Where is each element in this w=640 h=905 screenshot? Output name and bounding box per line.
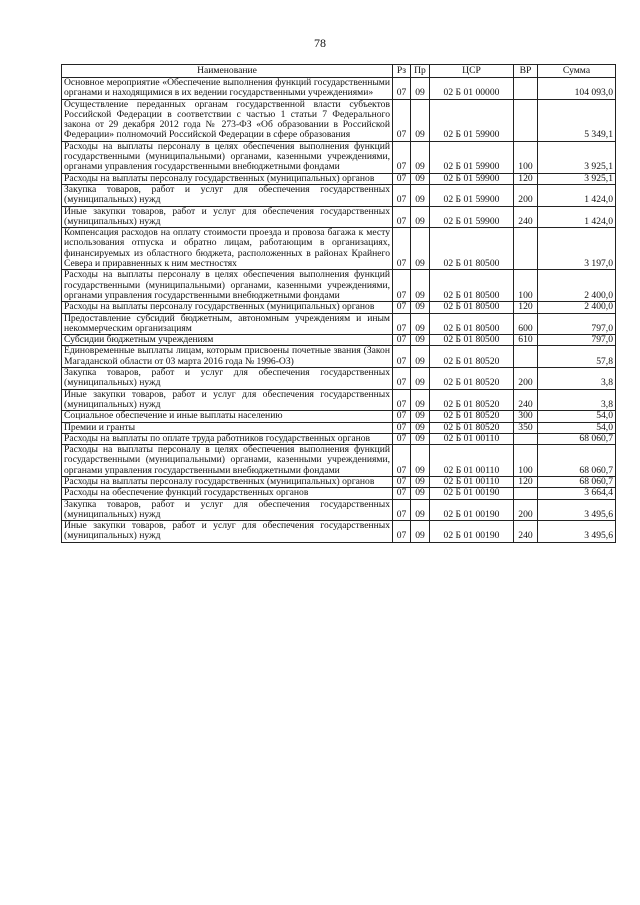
cell-sum: 2 400,0 (538, 302, 616, 313)
cell-rz: 07 (393, 389, 411, 411)
cell-csr: 02 Б 01 00110 (430, 445, 514, 477)
table-row (62, 422, 616, 433)
table-row (62, 228, 616, 270)
cell-csr: 02 Б 01 00190 (430, 521, 514, 543)
cell-rz: 07 (393, 173, 411, 184)
cell-pr: 09 (411, 368, 430, 390)
cell-name: Социальное обеспечение и иные выплаты населению (62, 411, 393, 422)
cell-vr: 600 (514, 313, 538, 335)
cell-sum: 68 060,7 (538, 476, 616, 487)
cell-rz: 07 (393, 346, 411, 368)
cell-name: Основное мероприятие «Обеспечение выполнения функций государственными органами и находящимися в их ведении государственными учреждениями» (62, 78, 393, 100)
cell-sum: 54,0 (538, 422, 616, 433)
cell-csr: 02 Б 01 80500 (430, 270, 514, 302)
cell-pr: 09 (411, 445, 430, 477)
cell-rz: 07 (393, 270, 411, 302)
cell-vr: 240 (514, 389, 538, 411)
cell-rz: 07 (393, 78, 411, 100)
cell-pr: 09 (411, 99, 430, 141)
cell-vr: 240 (514, 206, 538, 228)
table-row (62, 78, 616, 100)
page-number: 78 (314, 36, 326, 50)
table-row (62, 368, 616, 390)
cell-name: Предоставление субсидий бюджетным, автономным учреждениям и иным некоммерческим организациям (62, 313, 393, 335)
cell-pr: 09 (411, 206, 430, 228)
cell-vr (514, 99, 538, 141)
cell-sum: 1 424,0 (538, 184, 616, 206)
cell-rz: 07 (393, 206, 411, 228)
cell-rz: 07 (393, 433, 411, 444)
cell-name: Иные закупки товаров, работ и услуг для обеспечения государственных (муниципальных) нужд (62, 206, 393, 228)
cell-vr: 610 (514, 335, 538, 346)
cell-vr (514, 78, 538, 100)
table-row (62, 488, 616, 499)
cell-sum: 3,8 (538, 368, 616, 390)
cell-name: Компенсация расходов на оплату стоимости проезда и провоза багажа к месту использования отпуска и обратно лицам, работающим в организациях, финансируемых из областного бюджета, расположенных в районах Крайнего Севера и приравненных к ним местностях (62, 228, 393, 270)
cell-csr: 02 Б 01 80520 (430, 389, 514, 411)
cell-csr: 02 Б 01 00190 (430, 488, 514, 499)
cell-rz: 07 (393, 368, 411, 390)
header-rz: Рз (393, 65, 411, 78)
cell-vr: 350 (514, 422, 538, 433)
cell-rz: 07 (393, 445, 411, 477)
table-row (62, 313, 616, 335)
cell-rz: 07 (393, 228, 411, 270)
cell-pr: 09 (411, 313, 430, 335)
cell-rz: 07 (393, 141, 411, 173)
table-row (62, 173, 616, 184)
header-vr: ВР (514, 65, 538, 78)
cell-csr: 02 Б 01 80520 (430, 346, 514, 368)
cell-sum: 68 060,7 (538, 433, 616, 444)
cell-vr: 200 (514, 368, 538, 390)
cell-vr (514, 228, 538, 270)
table-row (62, 302, 616, 313)
cell-sum: 3 197,0 (538, 228, 616, 270)
cell-sum: 3,8 (538, 389, 616, 411)
cell-name: Закупка товаров, работ и услуг для обеспечения государственных (муниципальных) нужд (62, 184, 393, 206)
cell-name: Иные закупки товаров, работ и услуг для обеспечения государственных (муниципальных) нужд (62, 389, 393, 411)
cell-rz: 07 (393, 313, 411, 335)
cell-csr: 02 Б 01 80500 (430, 302, 514, 313)
cell-pr: 09 (411, 433, 430, 444)
cell-vr (514, 488, 538, 499)
cell-pr: 09 (411, 476, 430, 487)
cell-name: Расходы на выплаты персоналу государственных (муниципальных) органов (62, 476, 393, 487)
cell-vr: 200 (514, 184, 538, 206)
cell-sum: 54,0 (538, 411, 616, 422)
cell-sum: 3 664,4 (538, 488, 616, 499)
cell-rz: 07 (393, 476, 411, 487)
cell-csr: 02 Б 01 00000 (430, 78, 514, 100)
cell-name: Расходы на обеспечение функций государственных органов (62, 488, 393, 499)
cell-vr (514, 433, 538, 444)
cell-name: Расходы на выплаты персоналу в целях обеспечения выполнения функций государственными (муниципальными) органами, казенными учреждениями, органами управления государственными внебюджетными фондами (62, 445, 393, 477)
cell-pr: 09 (411, 302, 430, 313)
cell-name: Закупка товаров, работ и услуг для обеспечения государственных (муниципальных) нужд (62, 368, 393, 390)
cell-name: Единовременные выплаты лицам, которым присвоены почетные звания (Закон Магаданской области от 03 марта 2016 года № 1996-ОЗ) (62, 346, 393, 368)
cell-sum: 3 925,1 (538, 141, 616, 173)
cell-sum: 5 349,1 (538, 99, 616, 141)
cell-pr: 09 (411, 78, 430, 100)
cell-sum: 104 093,0 (538, 78, 616, 100)
cell-vr: 240 (514, 521, 538, 543)
cell-sum: 2 400,0 (538, 270, 616, 302)
table-row (62, 346, 616, 368)
cell-sum: 797,0 (538, 335, 616, 346)
table-header-row (62, 65, 616, 78)
cell-pr: 09 (411, 488, 430, 499)
cell-pr: 09 (411, 184, 430, 206)
cell-rz: 07 (393, 499, 411, 521)
cell-name: Расходы на выплаты по оплате труда работников государственных органов (62, 433, 393, 444)
cell-sum: 1 424,0 (538, 206, 616, 228)
cell-name: Премии и гранты (62, 422, 393, 433)
table-row (62, 206, 616, 228)
cell-sum: 68 060,7 (538, 445, 616, 477)
cell-rz: 07 (393, 99, 411, 141)
cell-pr: 09 (411, 422, 430, 433)
cell-rz: 07 (393, 422, 411, 433)
cell-rz: 07 (393, 521, 411, 543)
cell-pr: 09 (411, 335, 430, 346)
header-csr: ЦСР (430, 65, 514, 78)
cell-sum: 797,0 (538, 313, 616, 335)
cell-rz: 07 (393, 488, 411, 499)
cell-csr: 02 Б 01 80520 (430, 422, 514, 433)
cell-sum: 3 925,1 (538, 173, 616, 184)
header-sum: Сумма (538, 65, 616, 78)
cell-vr: 120 (514, 173, 538, 184)
table-row (62, 270, 616, 302)
cell-csr: 02 Б 01 80500 (430, 335, 514, 346)
cell-name: Осуществление переданных органам государственной власти субъектов Российской Федерации в соответствии с частью 1 статьи 7 Федерального закона от 29 декабря 2012 года № 273-ФЗ «Об образовании в Российской Федерации» полномочий Российской Федерации в сфере образования (62, 99, 393, 141)
cell-csr: 02 Б 01 80520 (430, 368, 514, 390)
cell-name: Закупка товаров, работ и услуг для обеспечения государственных (муниципальных) нужд (62, 499, 393, 521)
cell-name: Иные закупки товаров, работ и услуг для обеспечения государственных (муниципальных) нужд (62, 521, 393, 543)
cell-name: Расходы на выплаты персоналу в целях обеспечения выполнения функций государственными (муниципальными) органами, казенными учреждениями, органами управления государственными внебюджетными фондами (62, 141, 393, 173)
table-row (62, 433, 616, 444)
cell-pr: 09 (411, 270, 430, 302)
cell-name: Субсидии бюджетным учреждениям (62, 335, 393, 346)
budget-table (61, 64, 616, 543)
cell-vr: 100 (514, 141, 538, 173)
cell-vr: 100 (514, 445, 538, 477)
table-body (62, 78, 616, 543)
cell-sum: 57,8 (538, 346, 616, 368)
cell-csr: 02 Б 01 59900 (430, 184, 514, 206)
cell-csr: 02 Б 01 00190 (430, 499, 514, 521)
cell-pr: 09 (411, 173, 430, 184)
cell-vr: 120 (514, 476, 538, 487)
cell-name: Расходы на выплаты персоналу в целях обеспечения выполнения функций государственными (муниципальными) органами, казенными учреждениями, органами управления государственными внебюджетными фондами (62, 270, 393, 302)
table-row (62, 499, 616, 521)
cell-rz: 07 (393, 411, 411, 422)
table-row (62, 335, 616, 346)
cell-rz: 07 (393, 335, 411, 346)
cell-vr: 300 (514, 411, 538, 422)
cell-name: Расходы на выплаты персоналу государственных (муниципальных) органов (62, 302, 393, 313)
table-row (62, 141, 616, 173)
table-row (62, 99, 616, 141)
cell-csr: 02 Б 01 59900 (430, 206, 514, 228)
cell-vr: 100 (514, 270, 538, 302)
cell-csr: 02 Б 01 80500 (430, 313, 514, 335)
cell-csr: 02 Б 01 80520 (430, 411, 514, 422)
cell-rz: 07 (393, 302, 411, 313)
header-name: Наименование (62, 65, 393, 78)
cell-pr: 09 (411, 228, 430, 270)
cell-pr: 09 (411, 141, 430, 173)
cell-vr (514, 346, 538, 368)
table-row (62, 445, 616, 477)
table-row (62, 411, 616, 422)
header-pr: Пр (411, 65, 430, 78)
cell-csr: 02 Б 01 00110 (430, 433, 514, 444)
cell-csr: 02 Б 01 59900 (430, 99, 514, 141)
table-row (62, 389, 616, 411)
cell-csr: 02 Б 01 59900 (430, 141, 514, 173)
cell-vr: 120 (514, 302, 538, 313)
table-row (62, 184, 616, 206)
cell-pr: 09 (411, 346, 430, 368)
cell-vr: 200 (514, 499, 538, 521)
cell-pr: 09 (411, 521, 430, 543)
cell-pr: 09 (411, 389, 430, 411)
cell-name: Расходы на выплаты персоналу государственных (муниципальных) органов (62, 173, 393, 184)
cell-pr: 09 (411, 499, 430, 521)
cell-csr: 02 Б 01 80500 (430, 228, 514, 270)
table-row (62, 476, 616, 487)
cell-pr: 09 (411, 411, 430, 422)
cell-csr: 02 Б 01 59900 (430, 173, 514, 184)
cell-rz: 07 (393, 184, 411, 206)
table-row (62, 521, 616, 543)
cell-csr: 02 Б 01 00110 (430, 476, 514, 487)
cell-sum: 3 495,6 (538, 499, 616, 521)
cell-sum: 3 495,6 (538, 521, 616, 543)
